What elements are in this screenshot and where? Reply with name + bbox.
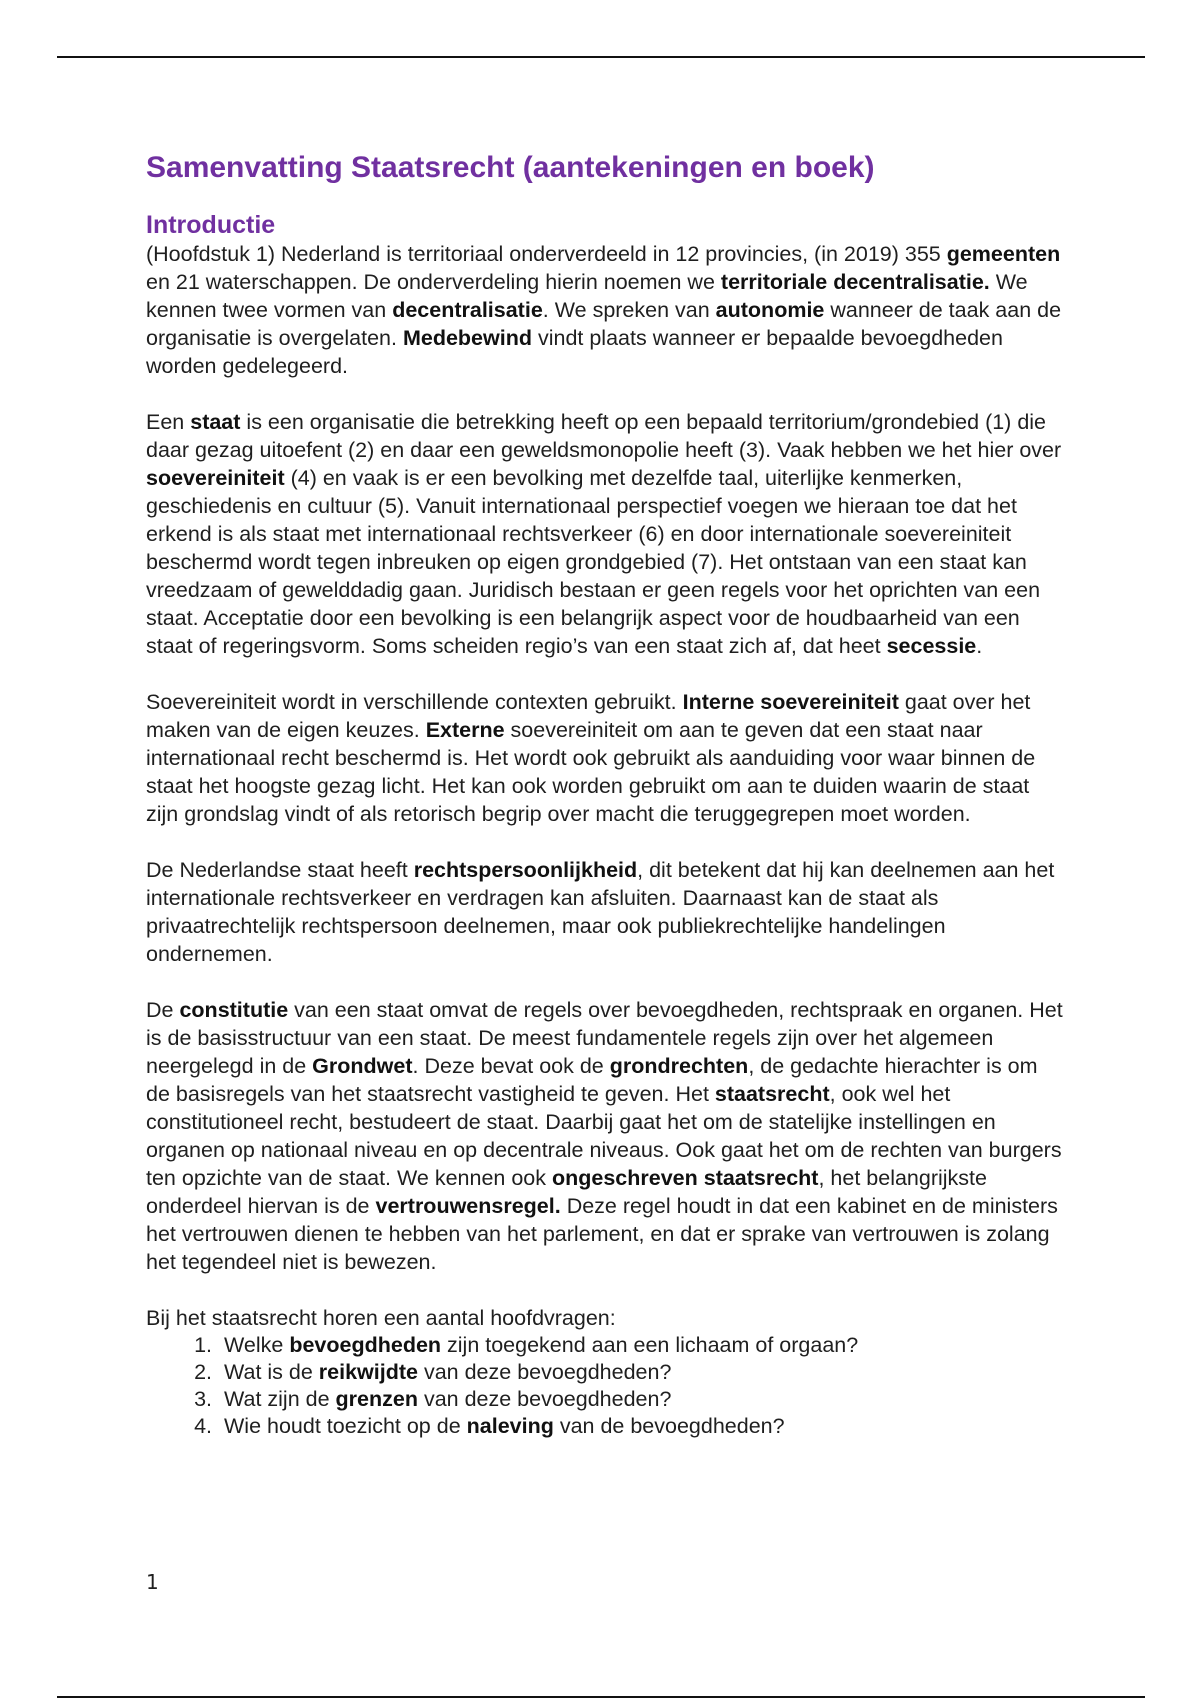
text-run: (4) en vaak is er een bevolking met dezelfde taal, uiterlijke kenmerken, geschiedenis en cultuur (5). Vanuit internationaal perspectief voegen we hieraan toe dat het erkend is als staat met internationaal rechtsverkeer (6) en door internationale soevereiniteit beschermd wordt tegen inbreuken op eigen grondgebied (7). Het ontstaan van een staat kan vreedzaam of gewelddadig gaan. Juridisch bestaan er geen regels voor het oprichten van een staat. Acceptatie door een bevolking is een belangrijk aspect voor de houdbaarheid van een staat of regeringsvorm. Soms scheiden regio’s van een staat zich af, dat heet	[146, 466, 1041, 658]
text-run: vindt plaats wanneer er bepaalde bevoegdheden worden gedelegeerd.	[146, 326, 1003, 378]
bold-term: Medebewind	[402, 326, 532, 350]
text-run: . We spreken van	[542, 298, 716, 322]
bold-term: secessie	[886, 634, 977, 658]
text-run: , ook wel het constitutioneel recht, bestudeert de staat. Daarbij gaat het om de statelijke instellingen en organen op nationaal niveau en op decentrale niveaus. Ook gaat het om de rechten van burgers ten opzichte van de staat. We kennen ook	[146, 1082, 1062, 1190]
document-title: Samenvatting Staatsrecht (aantekeningen en boek)	[146, 151, 875, 184]
paragraph	[146, 1304, 1066, 1332]
bold-term: soevereiniteit	[146, 466, 285, 490]
bold-term: autonomie	[715, 298, 825, 322]
list-item	[218, 1359, 1066, 1386]
text-run: gaat over het maken van de eigen keuzes.	[146, 690, 1031, 742]
bold-term: gemeenten	[946, 242, 1061, 266]
bold-term: vertrouwensregel.	[375, 1194, 561, 1218]
bold-term: grenzen	[335, 1387, 418, 1411]
text-run: en 21 waterschappen. De onderverdeling hierin noemen we	[146, 270, 721, 294]
bold-term: naleving	[466, 1414, 554, 1438]
page-number: 1	[146, 1570, 159, 1594]
header-rule	[57, 56, 1145, 58]
text-run: Welke	[224, 1333, 290, 1357]
text-run: . Deze bevat ook de	[412, 1054, 610, 1078]
text-run: wanneer de taak aan de organisatie is overgelaten.	[146, 298, 1062, 350]
bold-term: decentralisatie	[392, 298, 543, 322]
paragraph	[146, 996, 1066, 1276]
bold-term: constitutie	[179, 998, 289, 1022]
bold-term: grondrechten	[609, 1054, 749, 1078]
text-run: Wat zijn de	[224, 1387, 336, 1411]
text-run: zijn toegekend aan een lichaam of orgaan?	[441, 1333, 859, 1357]
text-run: van deze bevoegdheden?	[417, 1360, 672, 1384]
bold-term: Externe	[425, 718, 505, 742]
paragraph	[146, 688, 1066, 828]
text-run: Wie houdt toezicht op de	[224, 1414, 467, 1438]
text-run: Soevereiniteit wordt in verschillende contexten gebruikt.	[146, 690, 683, 714]
paragraph	[146, 240, 1066, 380]
paragraph	[146, 856, 1066, 968]
bold-term: Interne soevereiniteit	[682, 690, 899, 714]
text-run: De Nederlandse staat heeft	[146, 858, 414, 882]
text-run: , het belangrijkste onderdeel hiervan is de	[146, 1166, 987, 1218]
text-run: De	[146, 998, 180, 1022]
text-run: van de bevoegdheden?	[553, 1414, 785, 1438]
bold-term: staat	[190, 410, 241, 434]
text-run: is een organisatie die betrekking heeft op een bepaald territorium/grondebied (1) die daar gezag uitoefent (2) en daar een geweldsmonopolie heeft (3). Vaak hebben we het hier over	[146, 410, 1062, 462]
section-heading: Introductie	[146, 211, 276, 239]
text-run: (Hoofdstuk 1) Nederland is territoriaal onderverdeeld in 12 provincies, (in 2019) 355	[146, 242, 947, 266]
bold-term: staatsrecht	[714, 1082, 830, 1106]
text-run: Wat is de	[224, 1360, 319, 1384]
main-questions-list	[146, 1332, 1066, 1440]
text-run: Een	[146, 410, 191, 434]
bold-term: ongeschreven staatsrecht	[551, 1166, 819, 1190]
text-run: We kennen twee vormen van	[146, 270, 1028, 322]
text-run: .	[976, 634, 983, 658]
bold-term: reikwijdte	[318, 1360, 418, 1384]
paragraph	[146, 408, 1066, 660]
bold-term: Grondwet	[312, 1054, 413, 1078]
text-run: soevereiniteit om aan te geven dat een staat naar internationaal recht beschermd is. Het wordt ook gebruikt als aanduiding voor waar binnen de staat het hoogste gezag licht. Het kan ook worden gebruikt om aan te duiden waarin de staat zijn grondslag vindt of als retorisch begrip over macht die teruggegrepen moet worden.	[146, 718, 1036, 826]
text-run: van een staat omvat de regels over bevoegdheden, rechtspraak en organen. Het is de basisstructuur van een staat. De meest fundamentele regels zijn over het algemeen neergelegd in de	[146, 998, 1063, 1078]
text-run: Bij het staatsrecht horen een aantal hoofdvragen:	[146, 1306, 616, 1330]
bold-term: bevoegdheden	[289, 1333, 442, 1357]
text-run: van deze bevoegdheden?	[417, 1387, 672, 1411]
footer-rule	[57, 1696, 1145, 1698]
text-run: , de gedachte hierachter is om de basisregels van het staatsrecht vastigheid te geven. Het	[146, 1054, 1038, 1106]
list-item	[218, 1413, 1066, 1440]
bold-term: territoriale decentralisatie.	[720, 270, 990, 294]
bold-term: rechtspersoonlijkheid	[413, 858, 638, 882]
text-run: Deze regel houdt in dat een kabinet en de ministers het vertrouwen dienen te hebben van het parlement, en dat er sprake van vertrouwen is zolang het tegendeel niet is bewezen.	[146, 1194, 1058, 1274]
list-item	[218, 1332, 1066, 1359]
text-run: , dit betekent dat hij kan deelnemen aan het internationale rechtsverkeer en verdragen kan afsluiten. Daarnaast kan de staat als privaatrechtelijk rechtspersoon deelnemen, maar ook publiekrechtelijke handelingen ondernemen.	[146, 858, 1055, 966]
list-item	[218, 1386, 1066, 1413]
document-body	[146, 148, 1066, 1440]
